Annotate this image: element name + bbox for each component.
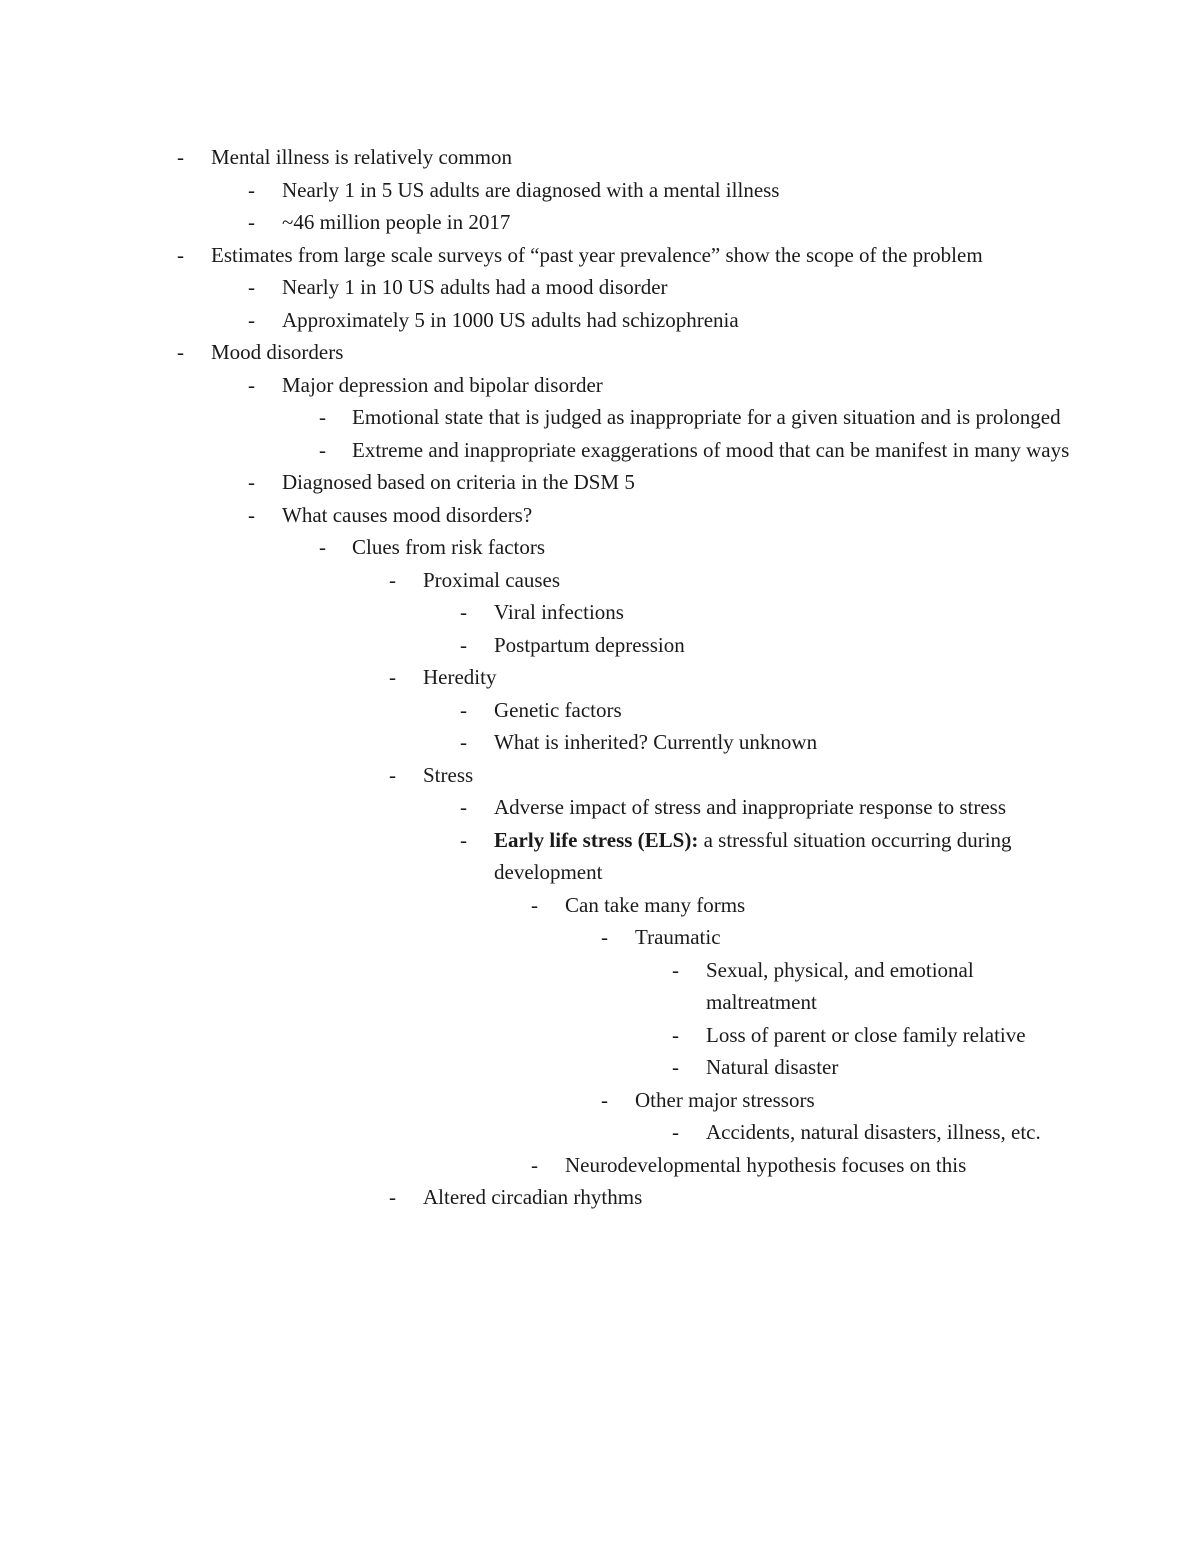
dash-bullet-icon: - (248, 470, 255, 494)
outline-item-text (494, 824, 1024, 889)
dash-bullet-icon: - (672, 1022, 679, 1047)
dash-bullet-icon: - (460, 827, 467, 852)
outline-item-text: Viral infections (494, 600, 624, 624)
dash-bullet-icon: - (460, 600, 467, 624)
outline-item-text: Genetic factors (494, 697, 622, 722)
outline-item-text: Heredity (423, 665, 497, 689)
outline-item (0, 369, 1200, 402)
outline-item (0, 304, 1200, 337)
outline-item (0, 596, 1200, 629)
outline-item (0, 336, 1200, 369)
outline-item-text: Emotional state that is judged as inappropriate for a given situation and is prolonged (352, 405, 1061, 429)
dash-bullet-icon: - (319, 437, 326, 462)
dash-bullet-icon: - (319, 405, 326, 429)
outline-item (0, 466, 1200, 499)
outline-item-text: Mental illness is relatively common (211, 145, 512, 169)
outline-item (0, 824, 1200, 889)
dash-bullet-icon: - (177, 145, 184, 169)
dash-bullet-icon: - (460, 697, 467, 722)
outline-item-text: Extreme and inappropriate exaggerations of mood that can be manifest in many ways (352, 437, 1070, 462)
outline-item (0, 1181, 1200, 1214)
bulleted-outline (0, 141, 1200, 1214)
outline-item (0, 499, 1200, 532)
outline-item (0, 661, 1200, 694)
bold-term: Early life stress (ELS): (494, 827, 699, 852)
outline-item (0, 1019, 1200, 1052)
dash-bullet-icon: - (389, 762, 396, 787)
dash-bullet-icon: - (460, 730, 467, 754)
dash-bullet-icon: - (248, 372, 255, 397)
outline-item (0, 531, 1200, 564)
dash-bullet-icon: - (672, 1055, 679, 1079)
outline-item (0, 1084, 1200, 1117)
outline-item-text: What is inherited? Currently unknown (494, 730, 818, 754)
outline-item-text: Clues from risk factors (352, 535, 546, 559)
outline-item (0, 629, 1200, 662)
outline-item (0, 239, 1200, 272)
outline-item-text: Natural disaster (706, 1055, 839, 1079)
dash-bullet-icon: - (389, 1185, 396, 1209)
dash-bullet-icon: - (531, 892, 538, 917)
outline-item-text: Stress (423, 762, 474, 787)
outline-item (0, 141, 1200, 174)
outline-item (0, 694, 1200, 727)
outline-item-text: Loss of parent or close family relative (706, 1022, 1026, 1047)
outline-item (0, 174, 1200, 207)
dash-bullet-icon: - (248, 210, 255, 234)
outline-item (0, 921, 1200, 954)
outline-item (0, 564, 1200, 597)
outline-item-text: Adverse impact of stress and inappropriate response to stress (494, 795, 1007, 819)
outline-item (0, 401, 1200, 434)
outline-item-text: Traumatic (635, 925, 721, 949)
dash-bullet-icon: - (389, 567, 396, 592)
dash-bullet-icon: - (248, 502, 255, 527)
dash-bullet-icon: - (177, 242, 184, 267)
outline-item-text: Sexual, physical, and emotional maltreatment (706, 957, 974, 1014)
outline-item-text: Nearly 1 in 5 US adults are diagnosed with a mental illness (282, 177, 780, 202)
outline-item (0, 206, 1200, 239)
outline-item (0, 1149, 1200, 1182)
outline-item-text: Mood disorders (211, 340, 344, 364)
dash-bullet-icon: - (672, 1120, 679, 1144)
dash-bullet-icon: - (248, 275, 255, 299)
outline-item-text: What causes mood disorders? (282, 502, 533, 527)
outline-item (0, 271, 1200, 304)
outline-item-text: Proximal causes (423, 567, 561, 592)
outline-item (0, 954, 1200, 1019)
outline-item (0, 726, 1200, 759)
dash-bullet-icon: - (531, 1152, 538, 1177)
dash-bullet-icon: - (601, 925, 608, 949)
outline-item-text: Postpartum depression (494, 632, 685, 657)
dash-bullet-icon: - (248, 307, 255, 332)
dash-bullet-icon: - (672, 957, 679, 982)
dash-bullet-icon: - (460, 632, 467, 657)
dash-bullet-icon: - (248, 177, 255, 202)
dash-bullet-icon: - (319, 535, 326, 559)
dash-bullet-icon: - (389, 665, 396, 689)
outline-item-text: Nearly 1 in 10 US adults had a mood disorder (282, 275, 668, 299)
outline-item (0, 889, 1200, 922)
dash-bullet-icon: - (460, 795, 467, 819)
outline-item (0, 759, 1200, 792)
dash-bullet-icon: - (177, 340, 184, 364)
outline-item-text: Neurodevelopmental hypothesis focuses on this (565, 1152, 967, 1177)
outline-item-text: ~46 million people in 2017 (282, 210, 511, 234)
dash-bullet-icon: - (601, 1087, 608, 1112)
outline-item-text: Can take many forms (565, 892, 746, 917)
outline-item-text: Estimates from large scale surveys of “past year prevalence” show the scope of the problem (211, 242, 983, 267)
outline-item (0, 791, 1200, 824)
outline-item-text: Altered circadian rhythms (423, 1185, 643, 1209)
outline-item-text: Diagnosed based on criteria in the DSM 5 (282, 470, 635, 494)
term-definition: a stressful situation occurring during development (494, 827, 1012, 884)
outline-item (0, 434, 1200, 467)
outline-item-text: Approximately 5 in 1000 US adults had schizophrenia (282, 307, 739, 332)
outline-item-text: Accidents, natural disasters, illness, etc. (706, 1120, 1041, 1144)
outline-item (0, 1051, 1200, 1084)
outline-item-text: Major depression and bipolar disorder (282, 372, 603, 397)
outline-item-text: Other major stressors (635, 1087, 815, 1112)
outline-item (0, 1116, 1200, 1149)
